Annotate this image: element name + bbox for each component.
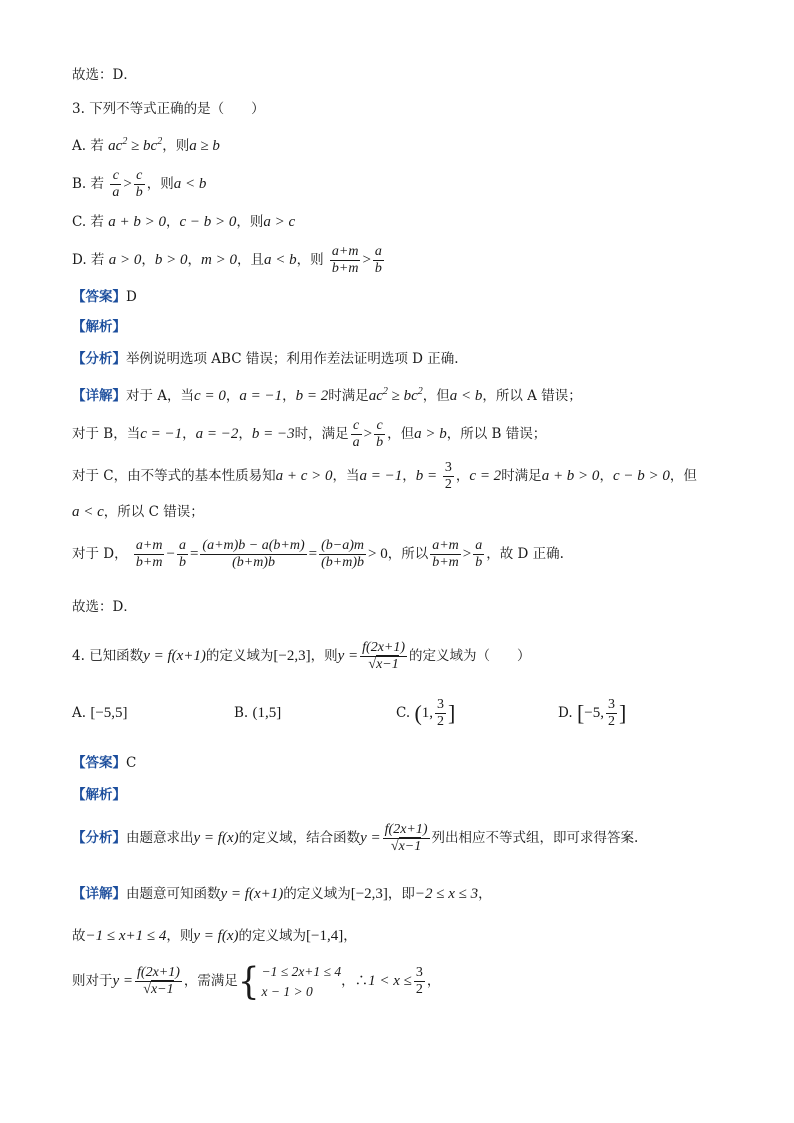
- q3-detail-c: [72, 460, 697, 493]
- math-expr: [−2,3]: [273, 648, 311, 665]
- math-expr: a < b: [173, 176, 207, 193]
- fraction: $\frac{a+m}{b+m}$: [432, 538, 459, 571]
- text: 的定义域，结合函数: [238, 830, 361, 847]
- q4-fenxi: [72, 822, 638, 855]
- q3-detail-c-cont: [72, 502, 204, 522]
- text: ，: [478, 886, 492, 902]
- option-c-label: C. 若: [72, 214, 104, 230]
- xiangjie-tag: 【详解】: [72, 886, 126, 902]
- text: ，需满足: [183, 973, 238, 990]
- fraction: $\frac{c}{b}$: [376, 418, 384, 451]
- left-brace: {: [237, 959, 260, 1004]
- connector: ，: [187, 252, 201, 269]
- xiangjie-tag: 【详解】: [72, 388, 126, 404]
- q3-detail-d: 对于 D， $\frac{a+m}{b+m}$ − $\frac{a}{b}$ = $\frac{(a+m)b - a(b+m)}{(b+m)b}$ = $\frac{(b-a)m}{(b+m)b}$ > 0，所以 $\frac{a+m}{b+m}$ > $\frac{a}{b}$ ，故 D 正确.: [72, 538, 564, 571]
- q3-option-d: D. 若 a > 0，b > 0，m > 0，且a < b，则 $\frac{a+m}{b+m}$ > $\frac{a}{b}$: [72, 244, 382, 277]
- text: 对于 A，当: [126, 388, 195, 404]
- option-d-label: D. 若: [72, 252, 105, 269]
- math-expr: y =: [337, 648, 359, 665]
- math-expr: y =: [112, 973, 134, 990]
- math-expr: c − b > 0: [612, 468, 670, 485]
- math-expr: a + b > 0: [541, 468, 600, 485]
- option-b-label: B. 若: [72, 176, 105, 193]
- answer-value: D: [126, 289, 137, 305]
- text: 的定义域为（ ）: [409, 648, 531, 665]
- text: 由题意可知函数: [126, 886, 221, 902]
- text: ，所以 B 错误；: [446, 426, 547, 443]
- q3-option-c: [72, 212, 295, 232]
- text: ，: [402, 468, 416, 485]
- option-a-label: A.: [72, 705, 87, 721]
- connector: ，则: [236, 214, 264, 230]
- fenxi-text: 举例说明选项 ABC 错误；利用作差法证明选项 D 正确.: [126, 351, 459, 367]
- math-expr: a ≥ b: [189, 138, 220, 154]
- q4-analysis-tag: [72, 786, 126, 804]
- answer-value: C: [126, 755, 137, 771]
- text: ，: [238, 426, 252, 443]
- fenxi-tag: 【分析】: [72, 830, 126, 847]
- text: ，: [182, 426, 196, 443]
- fraction: $\frac{(b-a)m}{(b+m)b}$: [321, 538, 364, 571]
- fraction: $\frac{a}{b}$: [178, 538, 186, 571]
- math-expr: −1 ≤ x+1 ≤ 4: [85, 928, 167, 944]
- text: 对于 C，由不等式的基本性质易知: [72, 468, 276, 485]
- text: 对于 D，: [72, 546, 128, 563]
- math-expr: a < b: [263, 252, 297, 269]
- text: ，: [282, 388, 296, 404]
- connector: ，则: [162, 138, 190, 154]
- answer-tag: 【答案】: [72, 289, 126, 305]
- connector: ，则: [296, 252, 324, 269]
- math-expr: [−2,3]: [350, 886, 388, 902]
- option-b-label: B.: [234, 705, 249, 721]
- math-expr: b = 2: [295, 388, 329, 404]
- text: 由题意求出: [126, 830, 194, 847]
- fraction: $\frac{3}{2}$: [607, 697, 615, 730]
- connector: ，则: [146, 176, 174, 193]
- math-expr: $ac^2 \ge bc^2$: [108, 136, 163, 154]
- q3-stem-text: 下列不等式正确的是（ ）: [89, 101, 265, 117]
- text: ，∴: [341, 973, 369, 990]
- fraction: $\frac{a}{b}$: [475, 538, 483, 571]
- q4-option-b: [234, 705, 281, 722]
- q3-detail-b: 对于 B，当c = −1，a = −2，b = −3时，满足 $\frac{c}{a}$ > $\frac{c}{b}$ ，但a > b，所以 B 错误；: [72, 418, 547, 451]
- q4-stem: [72, 640, 531, 673]
- connector: ，: [141, 252, 155, 269]
- q3-answer: [72, 288, 137, 306]
- q4-detail-3: [72, 959, 441, 1004]
- q4-option-c: C. (1, $\frac{3}{2}$ ]: [396, 697, 456, 730]
- math-expr: c = −1: [140, 426, 183, 443]
- math-expr: a + c > 0: [275, 468, 333, 485]
- option-b-value: (1,5]: [252, 705, 282, 721]
- q4-detail-2: [72, 926, 357, 946]
- q4-detail-1: [72, 884, 492, 904]
- math-expr: m > 0: [200, 252, 237, 269]
- math-expr: c − b > 0: [179, 214, 237, 230]
- text: 的定义域为: [205, 648, 274, 665]
- math-expr: a + b > 0: [108, 214, 166, 230]
- math-expr: c = 0: [194, 388, 226, 404]
- text: ，但: [422, 388, 450, 404]
- q3-number: 3.: [72, 101, 85, 117]
- text: ，: [599, 468, 613, 485]
- math-expr: a > 0: [108, 252, 142, 269]
- q3-detail-a: [72, 385, 582, 406]
- q3-stem: [72, 100, 265, 118]
- fraction: $\frac{c}{b}$: [135, 168, 143, 201]
- math-expr: b > 0: [154, 252, 188, 269]
- fraction: $\frac{f(2x+1)}{√x-1}$: [384, 822, 428, 855]
- fraction: $\frac{a+m}{b+m}$: [331, 244, 359, 277]
- math-expr: a < c: [72, 504, 104, 520]
- fraction: $\frac{c}{a}$: [112, 168, 120, 201]
- text: 故: [72, 928, 86, 944]
- text: ，但: [669, 468, 697, 485]
- text: 的定义域为: [238, 928, 306, 944]
- text: ，: [426, 973, 441, 990]
- math-expr: −2 ≤ x ≤ 3: [414, 886, 479, 902]
- math-expr: y = f(x): [193, 830, 239, 847]
- text: ，故 D 正确.: [486, 546, 564, 563]
- text: 对于 B，当: [72, 426, 141, 443]
- fraction: $\frac{f(2x+1)}{√x-1}$: [137, 964, 180, 998]
- math-expr: a = −1: [239, 388, 283, 404]
- text: 时满足: [328, 388, 369, 404]
- math-expr: a = −1: [359, 468, 403, 485]
- fraction: $\frac{a}{b}$: [374, 244, 382, 277]
- text: ，: [225, 388, 240, 404]
- math-expr: y = f(x+1): [220, 886, 284, 902]
- fraction: $\frac{a+m}{b+m}$: [135, 538, 163, 571]
- math-expr: b =: [415, 468, 441, 485]
- text: ，: [343, 928, 357, 944]
- math-expr: y =: [360, 830, 381, 847]
- connector: ，: [165, 214, 180, 230]
- option-a-label: A. 若: [72, 138, 104, 154]
- text: 时满足: [501, 468, 542, 485]
- analysis-tag: 【解析】: [72, 787, 126, 803]
- q2-conclusion: 故选：D．: [72, 67, 137, 83]
- fenxi-tag: 【分析】: [72, 351, 126, 367]
- math-expr: y = f(x): [193, 928, 239, 944]
- math-expr: a > b: [414, 426, 447, 443]
- text: ，但: [387, 426, 415, 443]
- math-expr: c = 2: [469, 468, 502, 485]
- math-expr: [−1,4]: [305, 928, 344, 944]
- q4-answer: [72, 754, 136, 772]
- text: ，所以 A 错误；: [482, 388, 582, 404]
- q3-fenxi: [72, 350, 459, 368]
- analysis-tag: 【解析】: [72, 319, 126, 335]
- math-expr: a < b: [449, 388, 483, 404]
- text: ，当: [332, 468, 360, 485]
- text: 已知函数: [89, 648, 144, 665]
- connector: ，且: [236, 252, 264, 269]
- text: 则对于: [72, 973, 113, 990]
- answer-tag: 【答案】: [72, 755, 126, 771]
- fraction: $\frac{(a+m)b - a(b+m)}{(b+m)b}$: [202, 538, 305, 571]
- q3-option-a: [72, 135, 220, 156]
- text: ，则: [310, 648, 338, 665]
- fraction: $\frac{3}{2}$: [444, 460, 452, 493]
- text: ，所以 C 错误；: [103, 504, 204, 520]
- math-expr: y = f(x+1): [143, 648, 206, 665]
- fraction: $\frac{3}{2}$: [415, 964, 423, 998]
- text: ，则: [166, 928, 194, 944]
- fraction: $\frac{f(2x+1)}{√x-1}$: [362, 640, 406, 673]
- q4-option-d: D. [−5, $\frac{3}{2}$ ]: [558, 697, 627, 730]
- option-c-label: C.: [396, 705, 411, 722]
- math-expr: $ac^2 \ge bc^2$: [368, 386, 423, 404]
- text: 的定义域为: [283, 886, 351, 902]
- math-expr: a = −2: [195, 426, 239, 443]
- fraction: $\frac{c}{a}$: [352, 418, 360, 451]
- q3-conclusion: 故选：D．: [72, 599, 137, 615]
- option-d-label: D.: [558, 705, 573, 722]
- q3-analysis-tag: [72, 318, 126, 336]
- math-expr: 1 < x ≤: [368, 973, 412, 990]
- text: ，即: [387, 886, 415, 902]
- q4-number: 4.: [72, 648, 85, 665]
- fraction: $\frac{3}{2}$: [437, 697, 445, 730]
- math-expr: a > c: [263, 214, 296, 230]
- q4-option-a: [72, 705, 128, 722]
- inequality-system: −1 ≤ 2x+1 ≤ 4 x − 1 > 0: [261, 964, 342, 999]
- text: 时，满足: [294, 426, 349, 443]
- q3-option-b: B. 若 $\frac{c}{a}$ > $\frac{c}{b}$ ，则a < b: [72, 168, 207, 201]
- text: ，: [455, 468, 470, 485]
- option-a-value: [−5,5]: [90, 705, 128, 721]
- text: ，所以: [387, 546, 429, 563]
- text: 列出相应不等式组，即可求得答案.: [431, 830, 639, 847]
- math-expr: b = −3: [251, 426, 295, 443]
